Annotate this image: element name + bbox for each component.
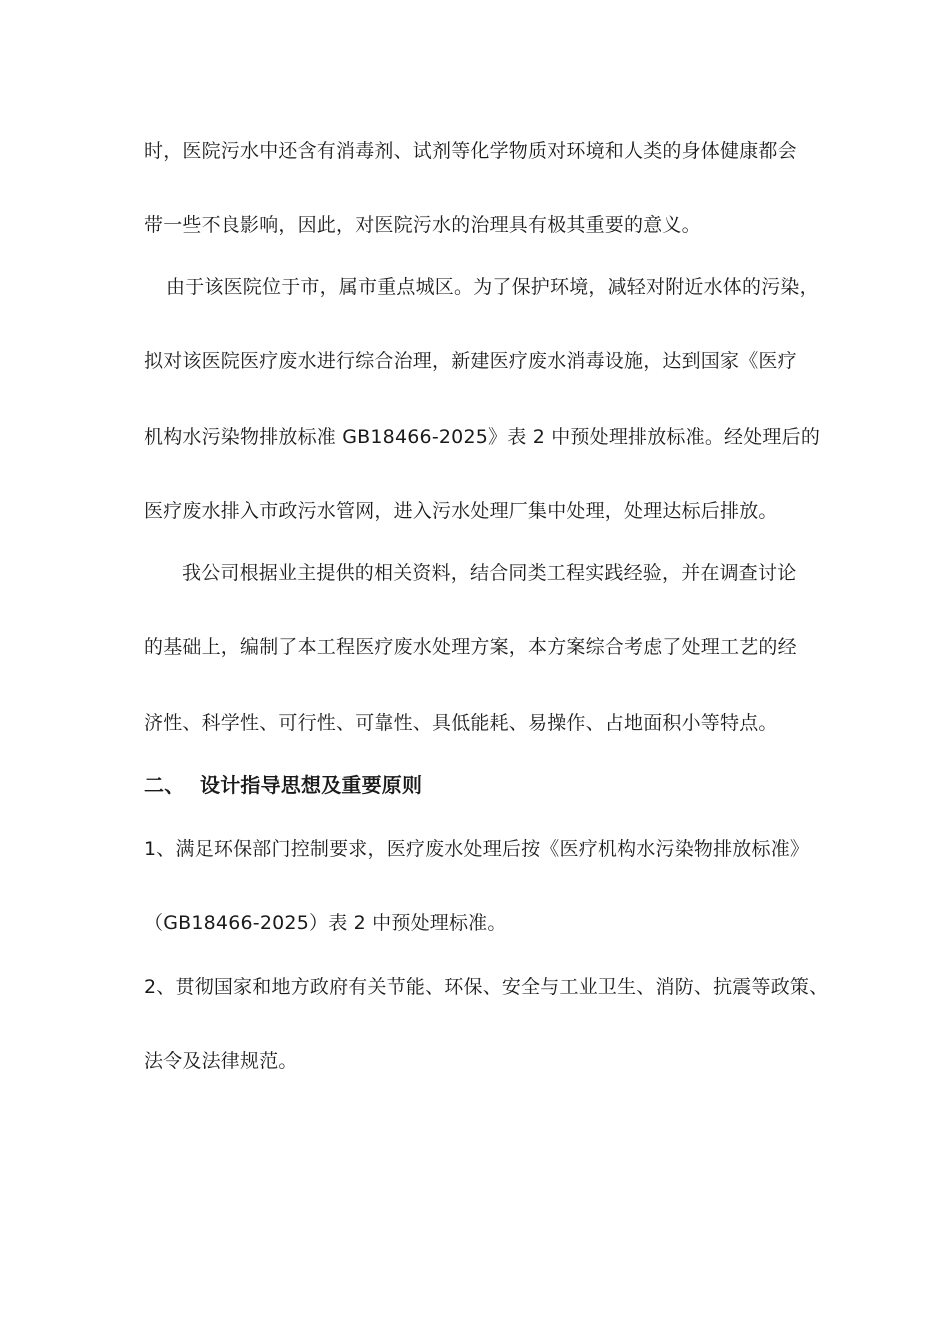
principle-line: 法令及法律规范。	[144, 1050, 298, 1072]
paragraph-line: 拟对该医院医疗废水进行综合治理，新建医疗废水消毒设施，达到国家《医疗	[144, 350, 797, 372]
paragraph-line: 医疗废水排入市政污水管网，进入污水处理厂集中处理，处理达标后排放。	[144, 500, 778, 522]
paragraph-line: 的基础上，编制了本工程医疗废水处理方案，本方案综合考虑了处理工艺的经	[144, 636, 797, 658]
section-number: 二、	[144, 773, 185, 797]
principle-line: 2、贯彻国家和地方政府有关节能、环保、安全与工业卫生、消防、抗震等政策、	[144, 976, 829, 998]
paragraph-line: 济性、科学性、可行性、可靠性、具低能耗、易操作、占地面积小等特点。	[144, 712, 778, 734]
paragraph-line: 时，医院污水中还含有消毒剂、试剂等化学物质对环境和人类的身体健康都会	[144, 140, 797, 162]
paragraph-line: 带一些不良影响，因此，对医院污水的治理具有极其重要的意义。	[144, 214, 701, 236]
section-title: 设计指导思想及重要原则	[200, 773, 423, 797]
paragraph-line: 由于该医院位于市，属市重点城区。为了保护环境，减轻对附近水体的污染，	[166, 276, 819, 298]
paragraph-line: 我公司根据业主提供的相关资料，结合同类工程实践经验，并在调查讨论	[182, 562, 797, 584]
section-heading	[144, 772, 422, 798]
principle-line: 1、满足环保部门控制要求，医疗废水处理后按《医疗机构水污染物排放标准》	[144, 838, 810, 860]
principle-line: （GB18466-2025）表 2 中预处理标准。	[144, 912, 507, 934]
paragraph-line: 机构水污染物排放标准 GB18466-2025》表 2 中预处理排放标准。经处理后的	[144, 426, 821, 448]
